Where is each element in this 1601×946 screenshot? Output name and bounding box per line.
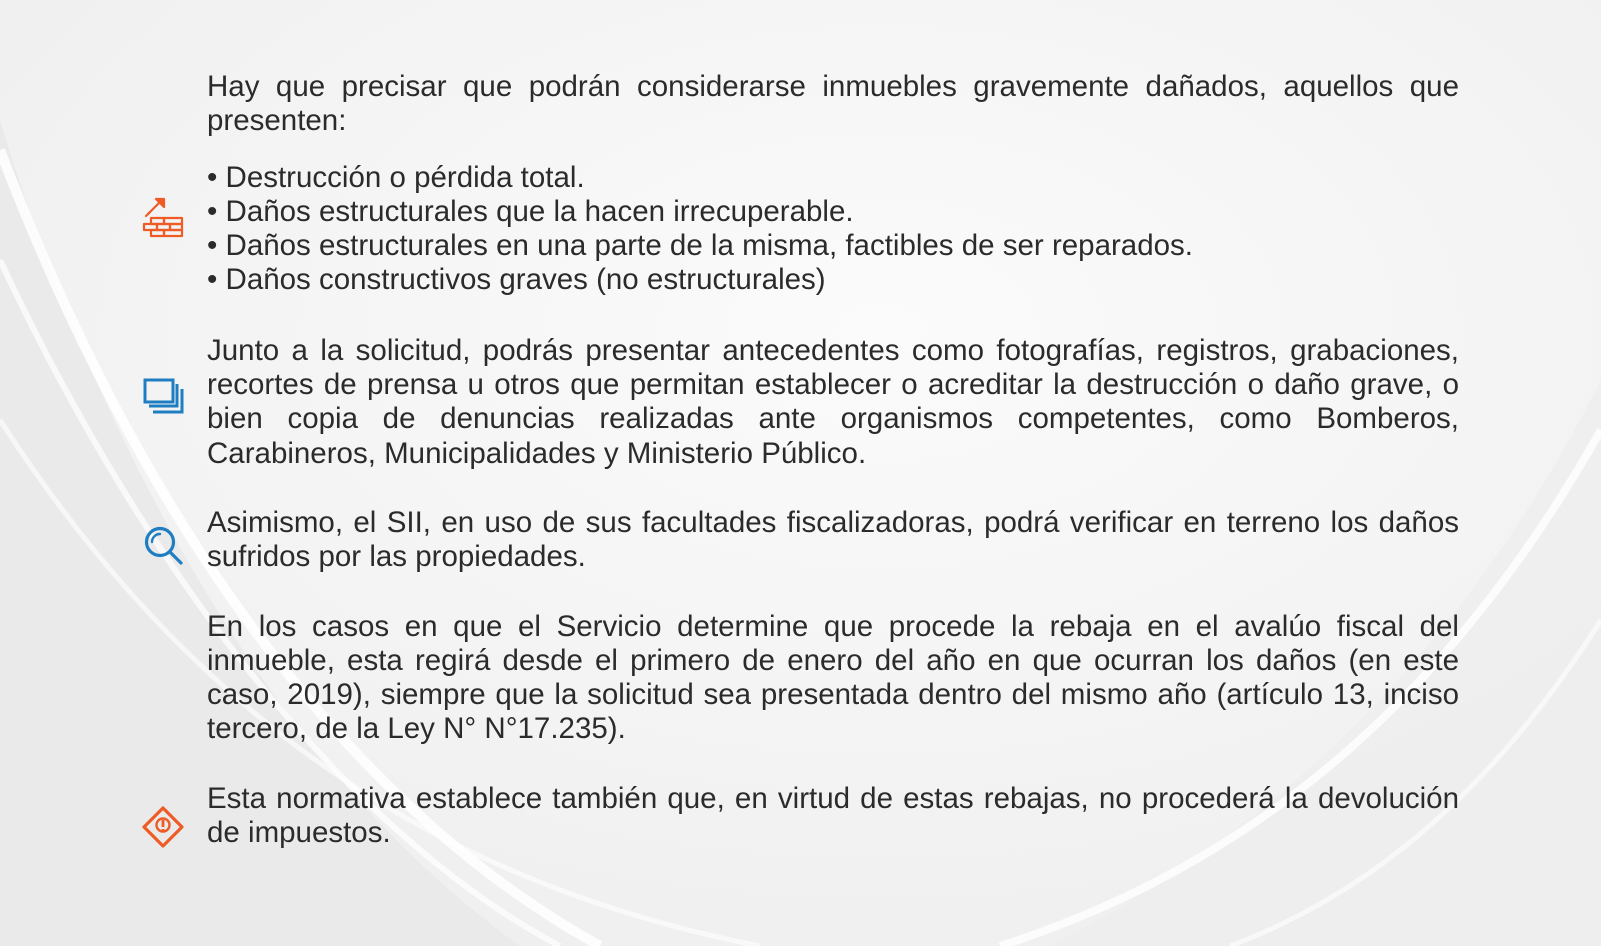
intro-paragraph: Hay que precisar que podrán considerarse inmuebles gravemente dañados, aquellos que presenten: (207, 70, 1459, 138)
list-item: • Destrucción o pérdida total. (207, 160, 585, 194)
warning-diamond-icon (141, 805, 185, 849)
antecedentes-paragraph: Junto a la solicitud, podrás presentar antecedentes como fotografías, registros, grabaciones, recortes de prensa u otros que permitan establecer o acreditar la destrucción o daño grave, o bien copia de denuncias realizadas ante organismos competentes, como Bomberos, Carabineros, Municipalidades y Ministerio Público. (207, 333, 1459, 470)
stacked-documents-icon (143, 378, 185, 416)
devolucion-paragraph: Esta normativa establece también que, en virtud de estas rebajas, no procederá la devolución de impuestos. (207, 781, 1459, 850)
damage-criteria-list (207, 161, 1459, 298)
list-item: • Daños estructurales en una parte de la misma, factibles de ser reparados. (207, 229, 1193, 263)
list-item: • Daños estructurales que la hacen irrecuperable. (207, 194, 854, 228)
document-body (207, 70, 1459, 850)
brick-wall-trowel-icon (142, 196, 186, 240)
vigencia-paragraph: En los casos en que el Servicio determine que procede la rebaja en el avalúo fiscal del inmueble, esta regirá desde el primero de enero del año en que ocurran los daños (en este caso, 2019), siempre que la solicitud sea presentada dentro del mismo año (artículo 13, inciso tercero, de la Ley N° N°17.235). (207, 609, 1459, 746)
magnifier-icon (143, 525, 185, 567)
fiscalizacion-paragraph: Asimismo, el SII, en uso de sus facultades fiscalizadoras, podrá verificar en terreno los daños sufridos por las propiedades. (207, 505, 1459, 574)
list-item: • Daños constructivos graves (no estructurales) (207, 263, 826, 297)
